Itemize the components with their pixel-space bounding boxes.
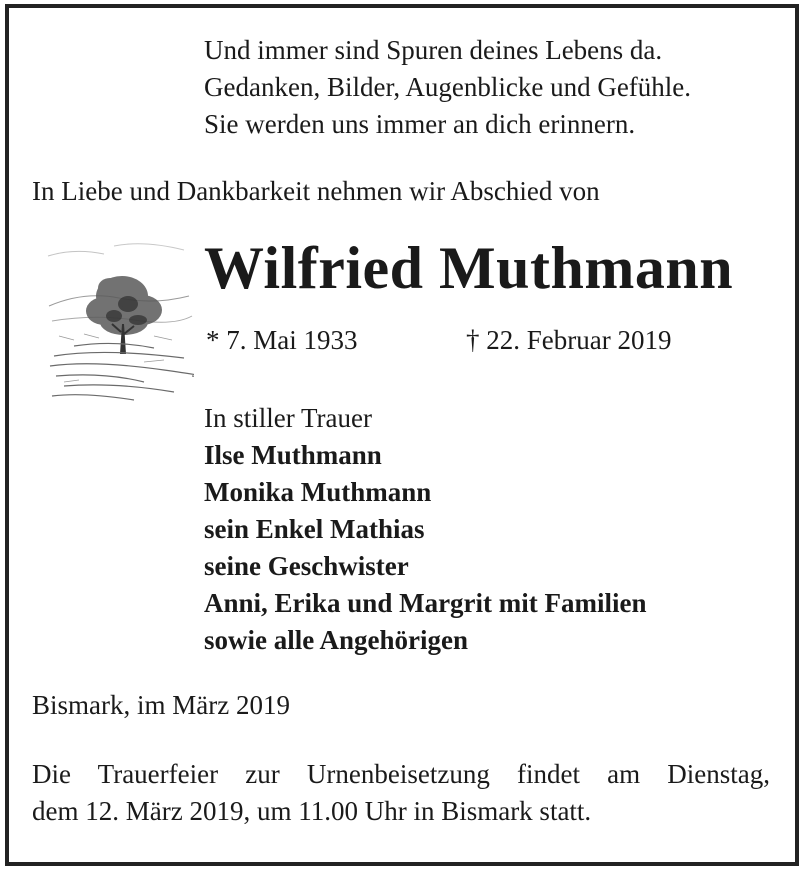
birth-date: * 7. Mai 1933 bbox=[206, 325, 358, 355]
farewell-intro: In Liebe und Dankbarkeit nehmen wir Abschied von bbox=[32, 176, 600, 206]
mourners-list bbox=[204, 400, 647, 659]
mourners-heading: In stiller Trauer bbox=[204, 403, 372, 433]
death-date: † 22. Februar 2019 bbox=[466, 325, 672, 355]
mourner-name: Ilse Muthmann bbox=[204, 440, 382, 470]
mourner-name: sowie alle Angehörigen bbox=[204, 625, 468, 655]
funeral-service-notice bbox=[32, 756, 770, 830]
mourner-name: Monika Muthmann bbox=[204, 477, 432, 507]
poem-line: Gedanken, Bilder, Augenblicke und Gefühle. bbox=[204, 72, 692, 102]
poem bbox=[204, 32, 691, 143]
deceased-name: Wilfried Muthmann bbox=[204, 235, 734, 301]
poem-line: Und immer sind Spuren deines Lebens da. bbox=[204, 35, 663, 65]
poem-line: Sie werden uns immer an dich erinnern. bbox=[204, 109, 636, 139]
service-line: dem 12. März 2019, um 11.00 Uhr in Bismark statt. bbox=[32, 796, 592, 826]
mourner-name: seine Geschwister bbox=[204, 551, 409, 581]
tree-illustration bbox=[44, 236, 194, 406]
mourner-name: sein Enkel Mathias bbox=[204, 514, 425, 544]
place-and-date: Bismark, im März 2019 bbox=[32, 690, 290, 720]
service-line: Die Trauerfeier zur Urnenbeisetzung findet am Dienstag, bbox=[32, 759, 770, 789]
mourner-name: Anni, Erika und Margrit mit Familien bbox=[204, 588, 647, 618]
